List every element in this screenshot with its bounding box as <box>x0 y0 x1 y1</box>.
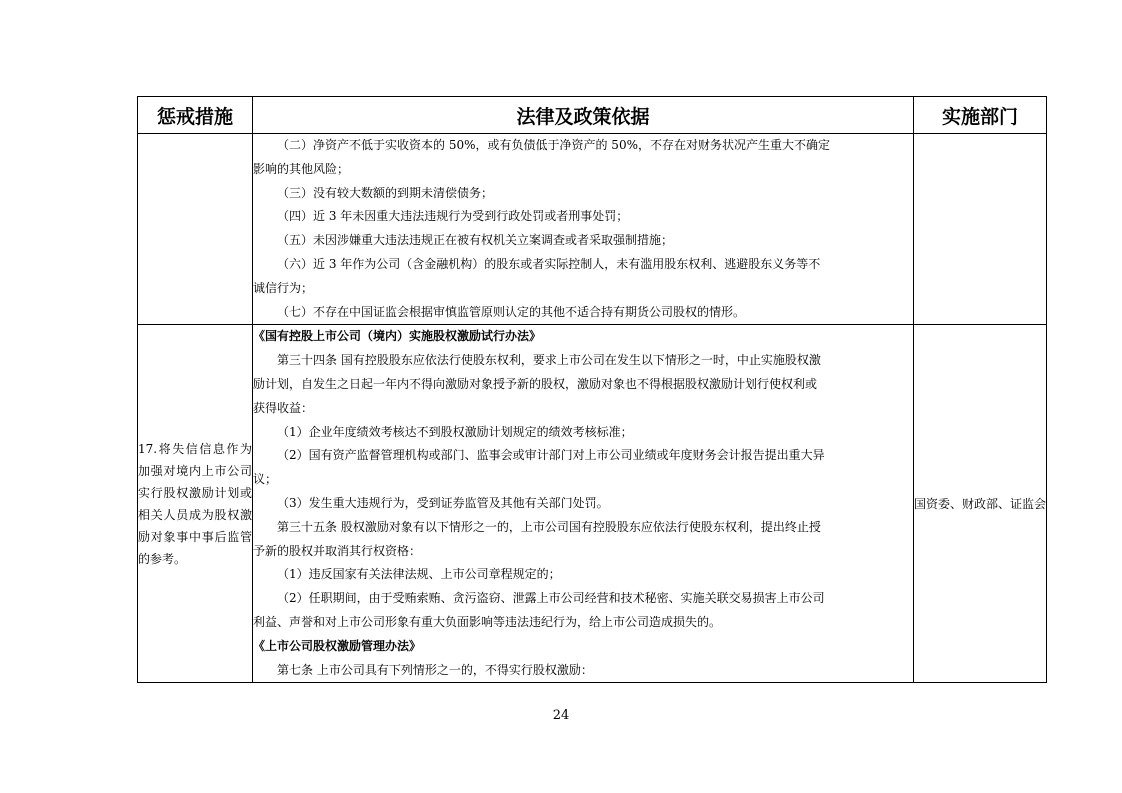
legal-text-line: 第三十五条 股权激励对象有以下情形之一的，上市公司国有控股股东应依法行使股东权利，提出终止授 <box>277 519 821 534</box>
legal-text-line: 利益、声誉和对上市公司形象有重大负面影响等违法违纪行为，给上市公司造成损失的。 <box>253 614 722 629</box>
legal-text-line: （1）企业年度绩效考核达不到股权激励计划规定的绩效考核标准； <box>277 424 633 439</box>
legal-text-line: （三）没有较大数额的到期未清偿债务； <box>277 185 494 200</box>
legal-text-line: （六）近 3 年作为公司（含金融机构）的股东或者实际控制人，未有滥用股东权利、逃避股东义务等不 <box>277 256 821 271</box>
table-header-row <box>138 97 1047 134</box>
legal-text-line: 励计划，自发生之日起一年内不得向激励对象授予新的股权，激励对象也不得根据股权激励计划行使权利或 <box>253 376 818 391</box>
legal-text-line: （四）近 3 年未因重大违法违规行为受到行政处罚或者刑事处罚； <box>277 209 629 224</box>
header-department: 实施部门 <box>914 97 1047 134</box>
law-title: 《国有控股上市公司（境内）实施股权激励试行办法》 <box>253 329 542 344</box>
measure-cell: 17.将失信信息作为加强对境内上市公司实行股权激励计划或相关人员成为股权激励对象事中事后监管的参考。 <box>138 325 253 683</box>
table-row <box>138 325 1047 683</box>
legal-text-line: （1）违反国家有关法律法规、上市公司章程规定的； <box>277 567 561 582</box>
header-measure: 惩戒措施 <box>138 97 253 134</box>
legal-text-line: 获得收益： <box>253 400 314 415</box>
legal-text-line: 影响的其他风险； <box>253 161 350 176</box>
legal-text-line: （2）任职期间，由于受贿索贿、贪污盗窃、泄露上市公司经营和技术秘密、实施关联交易损害上市公司 <box>277 591 825 606</box>
legal-text-line: 第七条 上市公司具有下列情形之一的，不得实行股权激励： <box>277 662 593 677</box>
policy-table <box>137 96 1047 683</box>
page-number: 24 <box>552 708 570 723</box>
legal-text-line: （二）净资产不低于实收资本的 50%，或有负债低于净资产的 50%，不存在对财务状况产生重大不确定 <box>277 138 830 152</box>
legal-text-line: （七）不存在中国证监会根据审慎监管原则认定的其他不适合持有期货公司股权的情形。 <box>277 304 746 319</box>
department-cell: 国资委、财政部、证监会 <box>914 325 1047 683</box>
law-title: 《上市公司股权激励管理办法》 <box>253 638 422 653</box>
legal-text-line: 第三十四条 国有控股股东应依法行使股东权利，要求上市公司在发生以下情形之一时，中止实施股权激 <box>277 353 821 368</box>
legal-basis-cell <box>253 134 914 325</box>
legal-text-line: 诚信行为； <box>253 280 314 295</box>
legal-basis-cell <box>253 325 914 683</box>
legal-text-line: 议； <box>253 472 278 487</box>
legal-text-line: （五）未因涉嫌重大违法违规正在被有权机关立案调查或者采取强制措施； <box>277 233 674 248</box>
legal-text-line: （3）发生重大违规行为，受到证券监管及其他有关部门处罚。 <box>277 495 609 510</box>
legal-text-line: （2）国有资产监督管理机构或部门、监事会或审计部门对上市公司业绩或年度财务会计报告提出重大异 <box>277 448 825 463</box>
measure-cell-empty <box>138 134 253 325</box>
table-row <box>138 134 1047 325</box>
header-legal-basis: 法律及政策依据 <box>253 97 914 134</box>
legal-text-line: 予新的股权并取消其行权资格： <box>253 543 422 558</box>
department-cell-empty <box>914 134 1047 325</box>
